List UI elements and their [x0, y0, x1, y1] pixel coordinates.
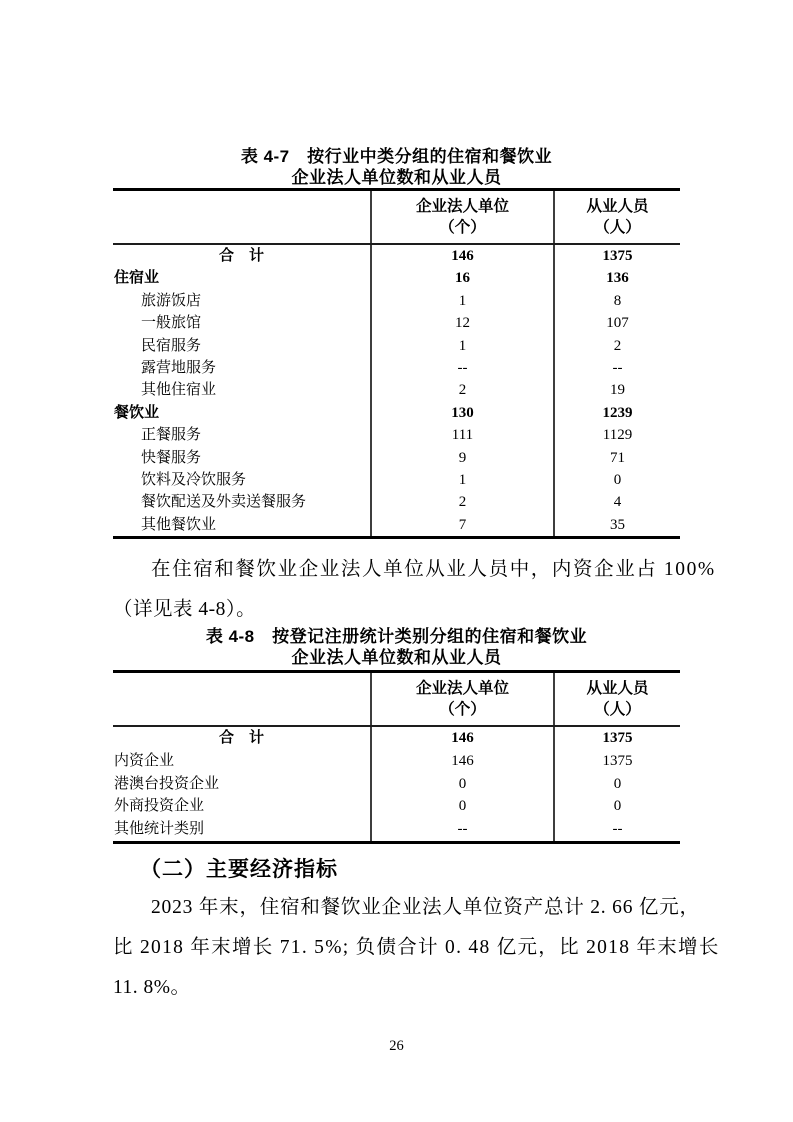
row-label: 餐饮配送及外卖送餐服务 [141, 494, 307, 511]
row-label: 一般旅馆 [141, 315, 202, 332]
units-value: 146 [370, 245, 553, 267]
table-row [113, 447, 680, 469]
units-value: 1 [370, 290, 553, 312]
row-label: 外商投资企业 [114, 798, 205, 815]
staff-value: 1375 [553, 727, 680, 750]
staff-value: 4 [553, 491, 680, 513]
paragraph-line: 2023 年末，住宿和餐饮业企业法人单位资产总计 2. 66 亿元， [151, 897, 700, 918]
row-label: 住宿业 [114, 269, 160, 287]
staff-value: 1239 [553, 402, 680, 424]
row-label: 合 计 [218, 247, 264, 264]
row-label: 其他统计类别 [114, 821, 205, 838]
table48 [113, 670, 680, 844]
table48-header-row [113, 673, 680, 727]
units-value: 12 [370, 312, 553, 334]
table47-title-line1: 表 4-7 按行业中类分组的住宿和餐饮业 [240, 147, 553, 166]
units-value: -- [370, 818, 553, 841]
staff-value: 1129 [553, 424, 680, 446]
staff-value: 107 [553, 312, 680, 334]
staff-value: 1375 [553, 750, 680, 773]
units-value: 0 [370, 795, 553, 818]
table-row [113, 357, 680, 379]
units-value: 146 [370, 727, 553, 750]
row-label: 快餐服务 [141, 449, 202, 466]
staff-value: 1375 [553, 245, 680, 267]
table-row [113, 514, 680, 536]
table48-title-line1: 表 4-8 按登记注册统计类别分组的住宿和餐饮业 [205, 627, 588, 646]
table-row [113, 245, 680, 267]
table-row [113, 818, 680, 841]
table-row [113, 335, 680, 357]
table47-header-stub [113, 191, 370, 243]
row-label: 合 计 [218, 729, 264, 746]
table-row [113, 267, 680, 289]
staff-value: -- [553, 357, 680, 379]
table47 [113, 188, 680, 539]
row-label: 港澳台投资企业 [114, 775, 220, 792]
table47-header-staff [553, 191, 680, 243]
table48-header-staff-line2: （人） [594, 701, 641, 718]
table-row [113, 750, 680, 773]
units-value: 146 [370, 750, 553, 773]
table48-header-stub [113, 673, 370, 725]
table-row [113, 773, 680, 796]
row-label: 餐饮业 [114, 403, 160, 421]
paragraph-line: 比 2018 年末增长 71. 5%; 负债合计 0. 48 亿元，比 2018 年末增长 [113, 937, 720, 958]
table47-header-units [370, 191, 553, 243]
staff-value: 2 [553, 335, 680, 357]
table48-header-staff-line1: 从业人员 [586, 680, 649, 697]
table-row [113, 469, 680, 491]
staff-value: 0 [553, 469, 680, 491]
paragraph-line: 在住宿和餐饮业企业法人单位从业人员中，内资企业占 100% [151, 559, 716, 580]
row-label: 正餐服务 [141, 427, 202, 444]
row-label: 内资企业 [114, 752, 175, 769]
table47-body [113, 245, 680, 536]
table47-title [0, 146, 793, 188]
section-heading-economic-indicators: （二）主要经济指标 [140, 858, 338, 881]
table-row [113, 491, 680, 513]
units-value: 111 [370, 424, 553, 446]
table-row [113, 290, 680, 312]
staff-value: 35 [553, 514, 680, 536]
table47-header-row [113, 191, 680, 245]
units-value: 130 [370, 402, 553, 424]
table48-title-line2: 企业法人单位数和从业人员 [291, 648, 502, 667]
table47-header-units-line2: （个） [439, 219, 486, 236]
units-value: 16 [370, 267, 553, 289]
row-label: 饮料及冷饮服务 [141, 471, 247, 488]
table-row [113, 424, 680, 446]
units-value: 2 [370, 491, 553, 513]
table-row [113, 795, 680, 818]
units-value: 0 [370, 773, 553, 796]
staff-value: 71 [553, 447, 680, 469]
staff-value: -- [553, 818, 680, 841]
paragraph-line: 11. 8%。 [113, 977, 191, 998]
table47-header-staff-line2: （人） [594, 219, 641, 236]
staff-value: 0 [553, 795, 680, 818]
paragraph-domestic-share [113, 550, 716, 630]
units-value: 9 [370, 447, 553, 469]
paragraph-economic-indicators [113, 888, 720, 1008]
units-value: 7 [370, 514, 553, 536]
table48-header-units-line1: 企业法人单位 [415, 680, 509, 697]
table47-header-staff-line1: 从业人员 [586, 198, 649, 215]
table48-body [113, 727, 680, 841]
table-row [113, 379, 680, 401]
table-row [113, 402, 680, 424]
table48-header-units-line2: （个） [439, 701, 486, 718]
row-label: 露营地服务 [141, 359, 217, 376]
units-value: 1 [370, 469, 553, 491]
paragraph-line: （详见表 4-8）。 [113, 599, 257, 620]
table-row [113, 312, 680, 334]
units-value: 1 [370, 335, 553, 357]
page-number: 26 [389, 1038, 404, 1054]
staff-value: 19 [553, 379, 680, 401]
staff-value: 136 [553, 267, 680, 289]
table48-header-units [370, 673, 553, 725]
row-label: 旅游饭店 [141, 292, 202, 309]
table47-header-units-line1: 企业法人单位 [415, 198, 509, 215]
table48-title [0, 626, 793, 668]
row-label: 其他餐饮业 [141, 516, 217, 533]
row-label: 其他住宿业 [141, 382, 217, 399]
staff-value: 8 [553, 290, 680, 312]
units-value: -- [370, 357, 553, 379]
table47-title-line2: 企业法人单位数和从业人员 [291, 168, 502, 187]
staff-value: 0 [553, 773, 680, 796]
row-label: 民宿服务 [141, 337, 202, 354]
table-row [113, 727, 680, 750]
units-value: 2 [370, 379, 553, 401]
table48-header-staff [553, 673, 680, 725]
